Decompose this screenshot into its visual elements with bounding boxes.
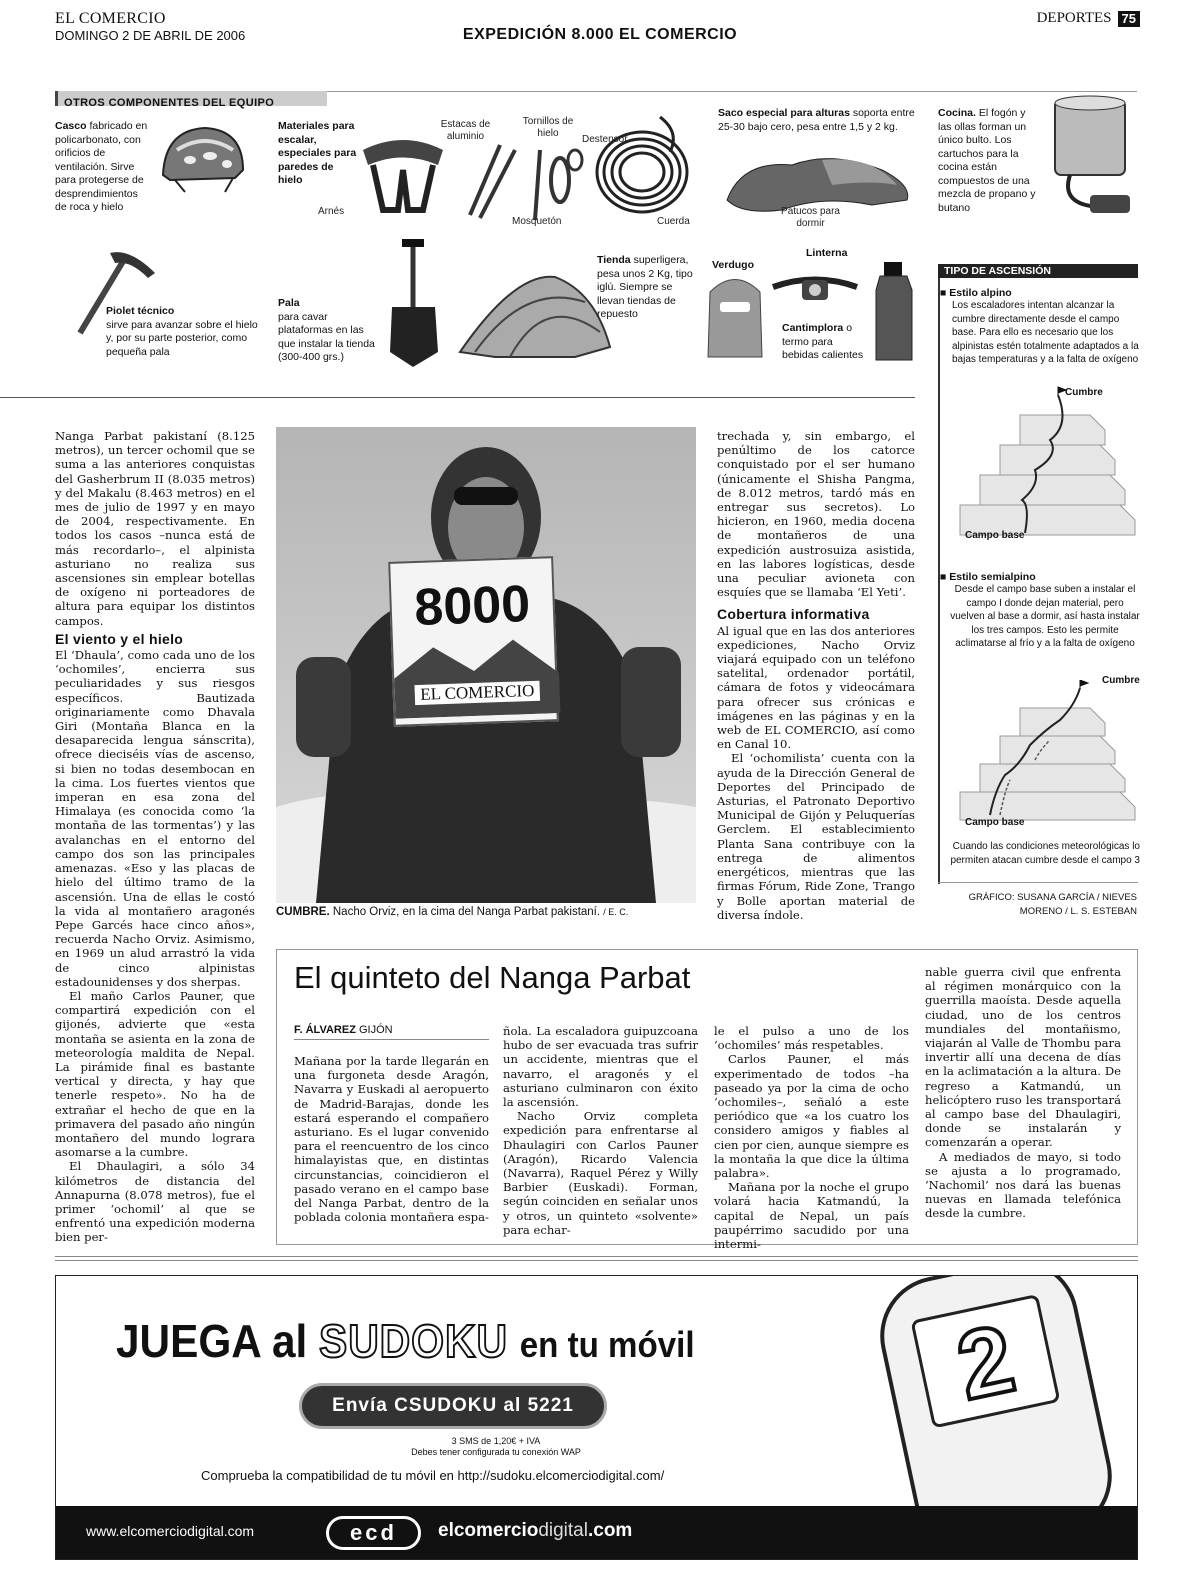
sign-number: 8000 — [413, 575, 532, 638]
sidebar-article-title: El quinteto del Nanga Parbat — [294, 960, 691, 995]
pala-caption — [278, 297, 383, 365]
paragraph: A mediados de mayo, si todo se ajusta a lo programado, ‘Nachomil’ nos dará las buenas nuevas en llamada telefónica desde la cumbre. — [925, 1149, 1121, 1221]
paragraph: Mañana por la noche el grupo volará hacia Katmandú, la capital de Nepal, un país paupérrimo sacudido por una intermi- — [714, 1180, 909, 1252]
ad-footer-url[interactable]: www.elcomerciodigital.com — [86, 1523, 255, 1539]
paragraph: El ‘ochomilista’ cuenta con la ayuda de la Dirección General de Deportes del Principado de Asturias, el Patronato Deportivo Municipal de Gijón y Peluquerías Gerclem. El establecimiento Planta Sana contribuye con la entrega de alimentos energéticos, mientras que las firmas Fórum, Ride Zone, Trango y Bolle aportan material de diversa índole. — [717, 751, 915, 922]
label-arnes: Arnés — [318, 206, 345, 217]
cantimplora-caption — [782, 322, 872, 363]
quinteto-column-2 — [503, 1024, 698, 1237]
sign — [388, 556, 559, 727]
casco-desc: fabricado en policarbonato, con orificios de ventilación. Sirve para protegerse de desprendimientos de roca y hielo — [55, 120, 148, 213]
phone-screen-digit: 2 — [910, 1294, 1060, 1429]
rope-icon — [590, 112, 695, 217]
campo-base-label-1: Campo base — [965, 530, 1025, 541]
divider — [938, 882, 1138, 883]
divider — [55, 1260, 1138, 1261]
alpino-desc: Los escaladores intentan alcanzar la cumbre directamente desde el campo base. Para ello es necesario que los alpinistas estén totalmente adaptados a la bajas temperaturas y a la falta de oxígeno — [952, 300, 1139, 365]
byline — [294, 1024, 393, 1036]
label-patucos: Patucos para dormir — [781, 206, 840, 229]
stove-icon — [1040, 95, 1140, 215]
linterna-label: Linterna — [806, 247, 848, 259]
piolet-desc: sirve para avanzar sobre el hielo y, por su parte posterior, como pequeña pala — [106, 318, 258, 358]
materiales-caption: Materiales para escalar, especiales para paredes de hielo — [278, 120, 357, 186]
bottle-icon — [872, 260, 917, 365]
cumbre-label-2: Cumbre — [1102, 675, 1140, 686]
byline-author: F. ÁLVAREZ — [294, 1024, 356, 1036]
pala-desc: para cavar plataformas en las que instalar la tienda (300-400 grs.) — [278, 310, 375, 363]
campo-base-label-2: Campo base — [965, 817, 1025, 828]
cocina-desc: El fogón y las ollas forman un único bulto. Los cartuchos para la cocina están compuestos de una mezcla de propano y butano — [938, 107, 1036, 214]
cantimplora-desc: o termo para bebidas calientes — [782, 322, 864, 361]
ecd-logo: ecd — [326, 1516, 421, 1550]
semialpino-desc: Desde el campo base suben a instalar el campo I donde dejan material, pero vuelven al base a dormir, así hasta instalar los tres campos. Esto les permite aclimatarse al frío y a la falta de oxígeno — [950, 584, 1140, 649]
tienda-desc: superligera, pesa unos 2 Kg, tipo iglú. Siempre se llevan tiendas de repuesto — [597, 254, 693, 320]
paragraph: trechada y, sin embargo, el penúltimo de los catorce conquistado por el ser humano (únicamente el Shisha Pangma, de 8.012 metros, tardó más en entregar sus secretos). Lo hicieron, en 1960, media docena de montañeros de una expedición austrosuiza asistida, en las labores logísticas, desde una peculiar avioneta con esquíes que se llamaba ‘El Yeti’. — [717, 429, 915, 600]
saco-name: Saco especial para alturas — [718, 107, 850, 119]
ice-screws-icon — [460, 140, 590, 225]
tienda-name: Tienda — [597, 254, 631, 266]
cumbre-label-1: Cumbre — [1065, 387, 1103, 398]
quinteto-column-1 — [294, 1054, 489, 1224]
sign-brand: EL COMERCIO — [414, 681, 540, 705]
sudoku-advertisement[interactable] — [55, 1275, 1138, 1560]
ad-headline: JUEGA al SUDOKU en tu móvil — [116, 1315, 695, 1367]
section-title: EXPEDICIÓN 8.000 EL COMERCIO — [462, 26, 738, 43]
helmet-icon — [155, 120, 250, 195]
sms-cta-button[interactable]: Envía CSUDOKU al 5221 — [299, 1383, 607, 1429]
divider — [327, 91, 1137, 92]
harness-icon — [358, 130, 448, 225]
pala-name: Pala — [278, 297, 300, 309]
divider — [0, 397, 915, 398]
divider — [294, 1039, 489, 1040]
alpino-block — [940, 287, 1140, 367]
caption-text: Nacho Orviz, en la cima del Nanga Parbat pakistaní. — [332, 906, 601, 918]
paragraph: Al igual que en las dos anteriores expediciones, Nacho Orviz viajará equipado con un teléfono satelital, ordenador portátil, cámara de fotos y videocámara para ofrecer sus crónicas e imágenes en las páginas y en la web de EL COMERCIO, así como en Canal 10. — [717, 623, 915, 752]
paragraph: El ‘Dhaula’, como cada uno de los ‘ochomiles’, encierra sus peculiaridades y sus riesgos específicos. Bautizada originariamente como Dhavala Giri (Montaña Blanca en la desaparecida lengua sánscrita), ofrece dieciséis vías de ascenso, si bien no todas desembocan en la cima. Los fuertes vientos que imperan en esa zona del Himalaya (es conocida como ‘la montaña de las tormentas’) y las avalanchas en el entorno del campo dos son las principales amenazas. «Eso y las placas de hielo del último tramo de la ascensión. Una de ellas le costó la vida al montañero aragonés Pepe Garcés hace cinco años», recuerda Nacho Orviz. Asimismo, en 1969 un alud arrastró la vida de cinco alpinistas estadounidenses y dos sherpas. — [55, 648, 255, 989]
label-cuerda: Cuerda — [657, 216, 690, 227]
paragraph: El Dhaulagiri, a sólo 34 kilómetros de distancia del Annapurna (8.078 metros), fue el primer ‘ochomil’ al que se enfrentó una expedición moderna bien per- — [55, 1159, 255, 1245]
cocina-name: Cocina. — [938, 107, 976, 119]
semialpino-block — [940, 571, 1140, 651]
alpine-staircase-diagram — [950, 385, 1140, 545]
sidebar-note: Cuando las condiciones meteorológicas lo permiten atacan cumbre desde el campo 3 — [950, 841, 1140, 866]
page-category — [1037, 10, 1140, 27]
tent-icon — [455, 262, 615, 362]
issue-date: DOMINGO 2 DE ABRIL DE 2006 — [55, 28, 246, 43]
alpino-name: ■ Estilo alpino — [940, 287, 1012, 299]
paragraph: Mañana por la tarde llegarán en una furgoneta desde Aragón, Navarra y Euskadi al aeropuerto de Madrid-Barajas, donde les estará esperando el compañero asturiano. Es el lugar convenido para el reencuentro de los cinco himalayistas que, en distintas circunstancias, coincidieron el pasado verano en el campo base del Nanga Parbat, dentro de la poblada colonia montañera espa- — [294, 1054, 489, 1225]
quinteto-column-3 — [714, 1024, 909, 1251]
paragraph: El maño Carlos Pauner, que compartirá expedición con el gijonés, advierte que «esta montaña se asienta en la zona de meteorología maldita de Nepal. La pirámide final es bastante vertical y directa, y hay que tenerle respeto». No ha de extrañar el hecho de que en la primavera del pasado año ningún montañero del mundo lograra asomarse a la cumbre. — [55, 988, 255, 1160]
balaclava-icon — [700, 272, 770, 362]
piolet-caption — [106, 305, 266, 359]
saco-caption — [718, 107, 918, 134]
graphic-credit: GRÁFICO: SUSANA GARCÍA / NIEVES MORENO / L. S. ESTEBAN — [968, 892, 1137, 917]
semialpino-name: ■ Estilo semialpino — [940, 571, 1036, 583]
paragraph: le el pulso a uno de los ‘ochomiles’ más respetables. — [714, 1024, 909, 1053]
equipment-title-bar — [55, 91, 327, 109]
saco-desc: soporta entre 25-30 bajo cero, pesa entre 1,5 y 2 kg. — [718, 107, 915, 133]
piolet-name: Piolet técnico — [106, 305, 175, 317]
casco-caption — [55, 120, 150, 215]
ad-fineprint: 3 SMS de 1,20€ + IVA Debes tener configurada tu conexión WAP — [411, 1436, 581, 1457]
caption-label: CUMBRE. — [276, 906, 330, 918]
article-column-3 — [717, 429, 915, 922]
photo-caption — [276, 906, 696, 918]
page-number: 75 — [1118, 11, 1140, 27]
equipment-title: OTROS COMPONENTES DEL EQUIPO — [64, 97, 275, 109]
subheading: El viento y el hielo — [55, 630, 184, 647]
caption-credit: / E. C. — [603, 907, 629, 917]
category-label: DEPORTES — [1036, 10, 1112, 26]
quinteto-column-4 — [925, 965, 1121, 1221]
summit-photo — [276, 427, 696, 903]
mountain-icon — [393, 633, 561, 719]
ad-footer — [56, 1506, 1138, 1560]
paragraph: nable guerra civil que enfrenta al régimen monárquico con la guerrilla maoísta. Desde aquella ciudad, uno de los centros mundiales del montañismo, viajarán al Valle de Thombu para invertir allí una decena de días en la aclimatación a la altura. De regreso a Katmandú, un helicóptero ruso les transportará al campo base del Dhaulagiri, donde se instalarán y comenzarán a operar. — [925, 965, 1121, 1150]
label-estacas: Estacas de aluminio — [440, 119, 491, 142]
label-destensor: Destensor — [582, 134, 628, 145]
verdugo-label: Verdugo — [712, 259, 755, 271]
paragraph: Carlos Pauner, el más experimentado de todos –ha paseado ya por la cima de ocho ‘ochomiles–, señaló a este periódico que «a los cuatro los considero amigos y fiables al cien por cien, aunque siempre es la montaña la que dice la última palabra». — [714, 1052, 909, 1181]
brand-logo: elcomerciodigital.com — [438, 1520, 633, 1541]
paragraph: Nacho Orviz completa expedición para enfrentarse al Dhaulagiri con Carlos Pauner (Aragón), Ricardo Valencia (Navarra), Raquel Pérez y Willy Barbier (Euskadi). Forman, según coinciden en señalar unos y otros, un quinteto «solvente» para echar- — [503, 1109, 698, 1237]
label-mosqueton: Mosquetón — [512, 216, 562, 227]
divider — [55, 1256, 1138, 1257]
article-column-1 — [55, 429, 255, 1245]
subheading: Cobertura informativa — [717, 606, 870, 623]
newspaper-name: EL COMERCIO — [55, 10, 166, 27]
byline-place: GIJÓN — [359, 1024, 393, 1036]
sidebar-title: TIPO DE ASCENSIÓN — [938, 264, 1138, 278]
headlamp-icon — [770, 272, 860, 307]
cocina-caption — [938, 107, 1038, 215]
paragraph: ñola. La escaladora guipuzcoana hubo de ser evacuada tras sufrir un accidente, mientras que el navarro, el aragonés y el asturiano culminaron con éxito la ascensión. — [503, 1024, 698, 1110]
paragraph: Nanga Parbat pakistaní (8.125 metros), un tercer ochomil que se suma a las anteriores conquistas del Gasherbrum II (8.035 metros) y del Makalu (8.463 metros) en el mes de julio de 1997 y en mayo de 2004, respectivamente. En todos los casos –nunca está de más recordarlo–, el alpinista asturiano no realiza sus ascensiones sin emplear botellas de oxígeno ni porteadores de altura para equipar los distintos campos. — [55, 429, 255, 628]
label-tornillos: Tornillos de hielo — [522, 116, 574, 139]
ad-compat-link[interactable]: Comprueba la compatibilidad de tu móvil en http://sudoku.elcomerciodigital.com/ — [201, 1468, 665, 1483]
cantimplora-name: Cantimplora — [782, 322, 844, 334]
casco-name: Casco — [55, 120, 87, 132]
semialpine-staircase-diagram — [950, 680, 1140, 830]
tienda-caption — [597, 254, 697, 322]
shovel-icon — [380, 237, 450, 372]
